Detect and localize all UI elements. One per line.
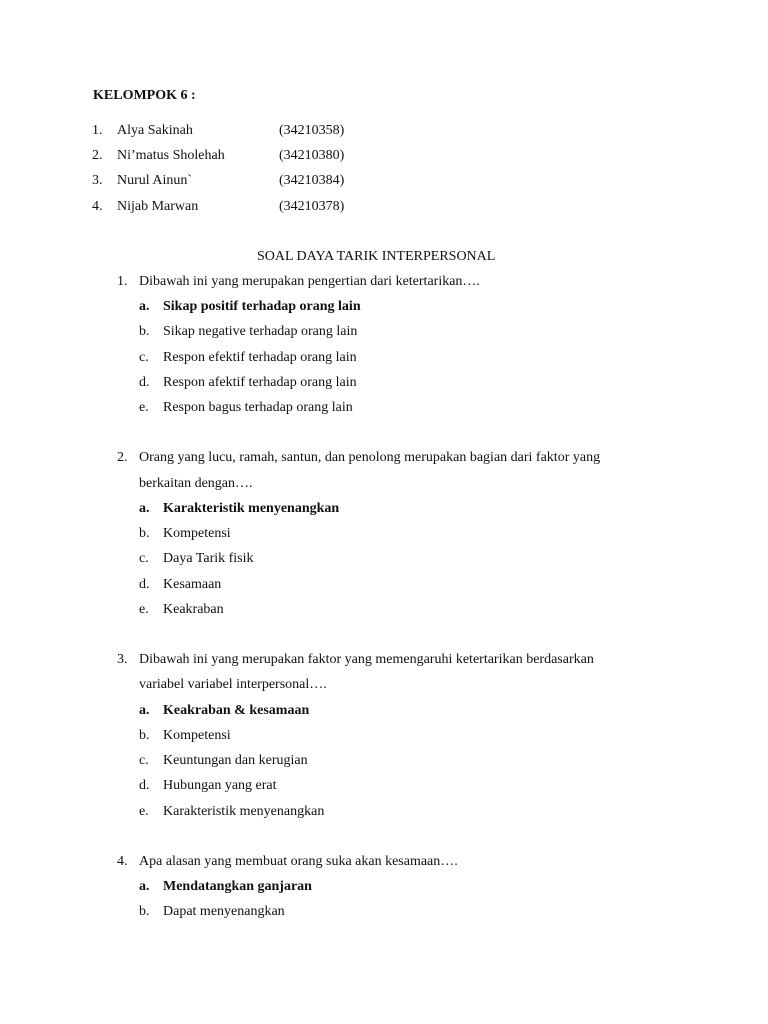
option-text: Keakraban (163, 602, 224, 617)
question-text: Dibawah ini yang merupakan pengertian dari ketertarikan…. (139, 274, 480, 289)
member-id: (34210378) (279, 199, 345, 214)
option-letter: d. (139, 778, 150, 793)
option-letter-correct: a. (139, 879, 150, 894)
question-number: 4. (117, 854, 128, 869)
option-letter-correct: a. (139, 501, 150, 516)
option-letter: d. (139, 375, 150, 390)
option-text: Respon efektif terhadap orang lain (163, 350, 357, 365)
option-text: Kompetensi (163, 526, 231, 541)
option-letter: b. (139, 324, 150, 339)
member-number: 1. (92, 123, 103, 138)
member-number: 4. (92, 199, 103, 214)
option-text-correct: Sikap positif terhadap orang lain (163, 299, 361, 314)
option-letter: b. (139, 526, 150, 541)
option-text: Keuntungan dan kerugian (163, 753, 308, 768)
question-number: 2. (117, 450, 128, 465)
member-id: (34210380) (279, 148, 345, 163)
option-text-correct: Mendatangkan ganjaran (163, 879, 312, 894)
member-name: Nijab Marwan (117, 199, 199, 214)
option-letter: c. (139, 753, 149, 768)
group-title: KELOMPOK 6 : (93, 88, 196, 103)
question-text: berkaitan dengan…. (139, 476, 253, 491)
option-text: Karakteristik menyenangkan (163, 804, 325, 819)
question-text: Orang yang lucu, ramah, santun, dan penolong merupakan bagian dari faktor yang (139, 450, 601, 465)
member-name: Nurul Ainun` (117, 173, 193, 188)
member-id: (34210358) (279, 123, 345, 138)
option-letter-correct: a. (139, 703, 150, 718)
option-text: Daya Tarik fisik (163, 551, 254, 566)
option-letter-correct: a. (139, 299, 150, 314)
option-letter: e. (139, 804, 149, 819)
option-text: Respon bagus terhadap orang lain (163, 400, 353, 415)
option-letter: b. (139, 904, 150, 919)
question-text: Dibawah ini yang merupakan faktor yang memengaruhi ketertarikan berdasarkan (139, 652, 594, 667)
section-title: SOAL DAYA TARIK INTERPERSONAL (257, 249, 496, 264)
option-text: Kompetensi (163, 728, 231, 743)
member-id: (34210384) (279, 173, 345, 188)
question-number: 1. (117, 274, 128, 289)
member-number: 3. (92, 173, 103, 188)
option-letter: c. (139, 551, 149, 566)
option-text: Sikap negative terhadap orang lain (163, 324, 358, 339)
member-name: Ni’matus Sholehah (117, 148, 225, 163)
option-letter: e. (139, 602, 149, 617)
option-text: Hubungan yang erat (163, 778, 277, 793)
option-text: Respon afektif terhadap orang lain (163, 375, 357, 390)
option-text-correct: Karakteristik menyenangkan (163, 501, 340, 516)
question-text: variabel variabel interpersonal…. (139, 677, 327, 692)
member-name: Alya Sakinah (117, 123, 193, 138)
option-letter: c. (139, 350, 149, 365)
option-letter: d. (139, 577, 150, 592)
option-text: Kesamaan (163, 577, 222, 592)
question-text: Apa alasan yang membuat orang suka akan kesamaan…. (139, 854, 458, 869)
option-text-correct: Keakraban & kesamaan (163, 703, 310, 718)
option-letter: b. (139, 728, 150, 743)
question-number: 3. (117, 652, 128, 667)
member-number: 2. (92, 148, 103, 163)
option-text: Dapat menyenangkan (163, 904, 285, 919)
option-letter: e. (139, 400, 149, 415)
